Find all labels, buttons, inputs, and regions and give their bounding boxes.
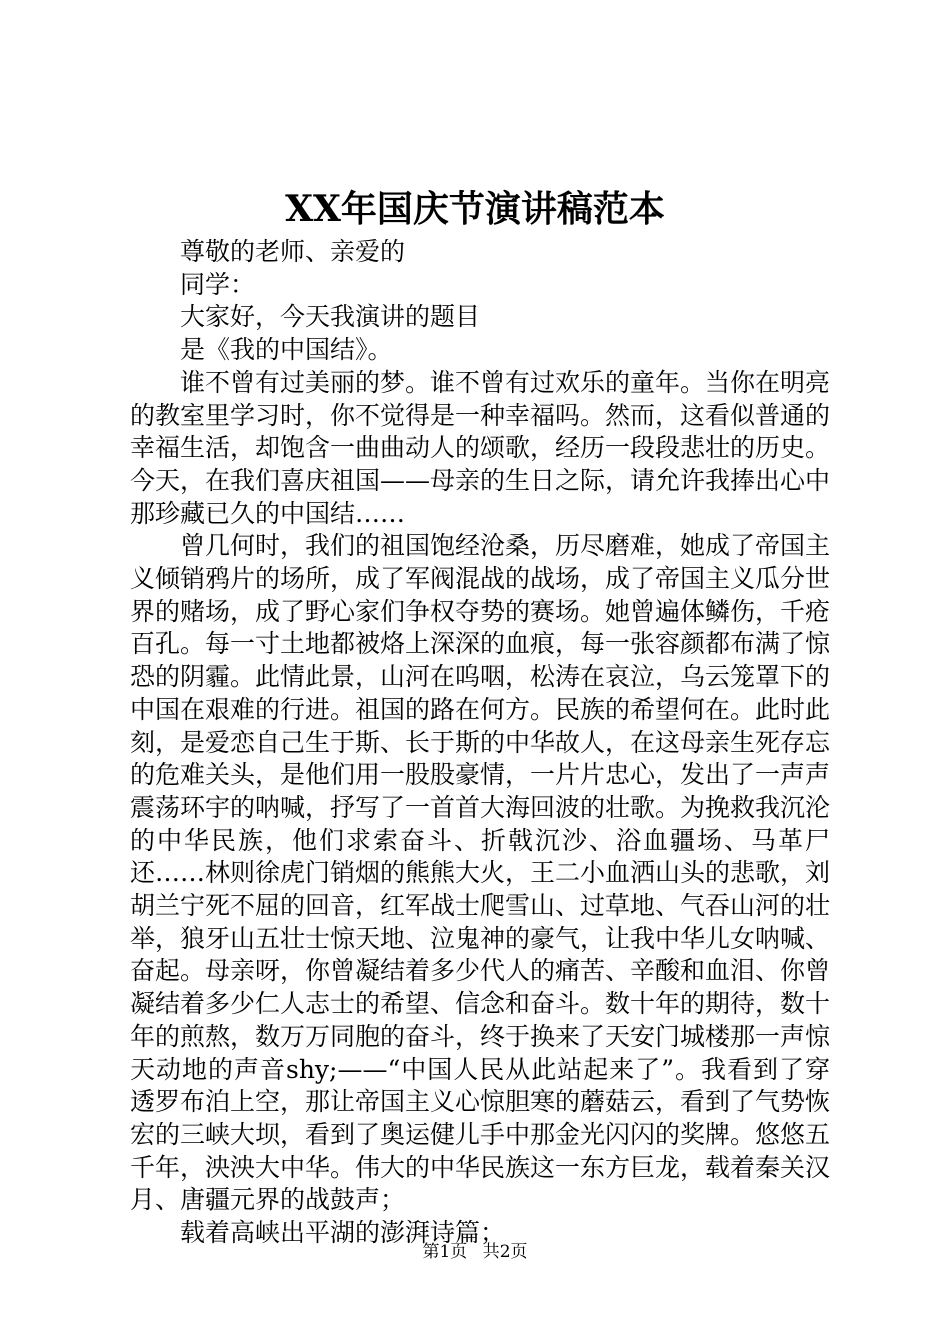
- body-paragraph: 谁不曾有过美丽的梦。谁不曾有过欢乐的童年。当你在明亮的教室里学习时，你不觉得是一种幸福吗。然而，这看似普通的幸福生活，却饱含一曲曲动人的颂歌，经历一段段悲壮的历史。今天，在我们喜庆祖国——母亲的生日之际，请允许我捧出心中那珍藏已久的中国结……: [130, 367, 831, 528]
- salutation-line: 是《我的中国结》。: [180, 335, 393, 365]
- salutation-line: 尊敬的老师、亲爱的: [180, 237, 406, 266]
- body-paragraph: 曾几何时，我们的祖国饱经沧桑，历尽磨难，她成了帝国主义倾销鸦片的场所，成了军阀混战的战场，成了帝国主义瓜分世界的赌场，成了野心家们争权夺势的赛场。她曾遍体鳞伤，千疮百孔。每一寸土地都被烙上深深的血痕，每一张容颜都布满了惊恐的阴霾。此情此景，山河在呜咽，松涛在哀泣，乌云笼罩下的中国在艰难的行进。祖国的路在何方。民族的希望何在。此时此刻，是爱恋自己生于斯、长于斯的中华故人，在这母亲生死存忘的危难关头，是他们用一股股豪情，一片片忠心，发出了一声声震荡环宇的呐喊，抒写了一首首大海回波的壮歌。为挽救我沉沦的中华民族，他们求索奋斗、折戟沉沙、浴血疆场、马革尸还……林则徐虎门销烟的熊熊大火，王二小血洒山头的悲歌，刘胡兰宁死不屈的回音，红军战士爬雪山、过草地、气吞山河的壮举，狼牙山五壮士惊天地、泣鬼神的豪气，让我中华儿女呐喊、奋起。母亲呀，你曾凝结着多少代人的痛苦、辛酸和血泪、你曾凝结着多少仁人志士的希望、信念和奋斗。数十年的期待，数十年的煎熬，数万万同胞的奋斗，终于换来了天安门城楼那一声惊天动地的声音shy;——“中国人民从此站起来了”。我看到了穿透罗布泊上空，那让帝国主义心惊胆寒的蘑菇云，看到了气势恢宏的三峡大坝，看到了奥运健儿手中那金光闪闪的奖牌。悠悠五千年，泱泱大中华。伟大的中华民族这一东方巨龙，载着秦关汉月、唐疆元界的战鼓声；: [130, 531, 831, 1215]
- body-paragraph: 载着高峡出平湖的澎湃诗篇；: [180, 1218, 506, 1248]
- page-number-current: 第1页: [422, 1242, 468, 1262]
- document-title: XX年国庆节演讲稿范本: [285, 188, 665, 230]
- salutation-line: 同学：: [180, 269, 256, 299]
- page-number-total: 共2页: [482, 1242, 528, 1262]
- salutation-line: 大家好，今天我演讲的题目: [180, 302, 481, 332]
- document-body: [130, 236, 830, 1250]
- page-footer: [0, 1240, 950, 1264]
